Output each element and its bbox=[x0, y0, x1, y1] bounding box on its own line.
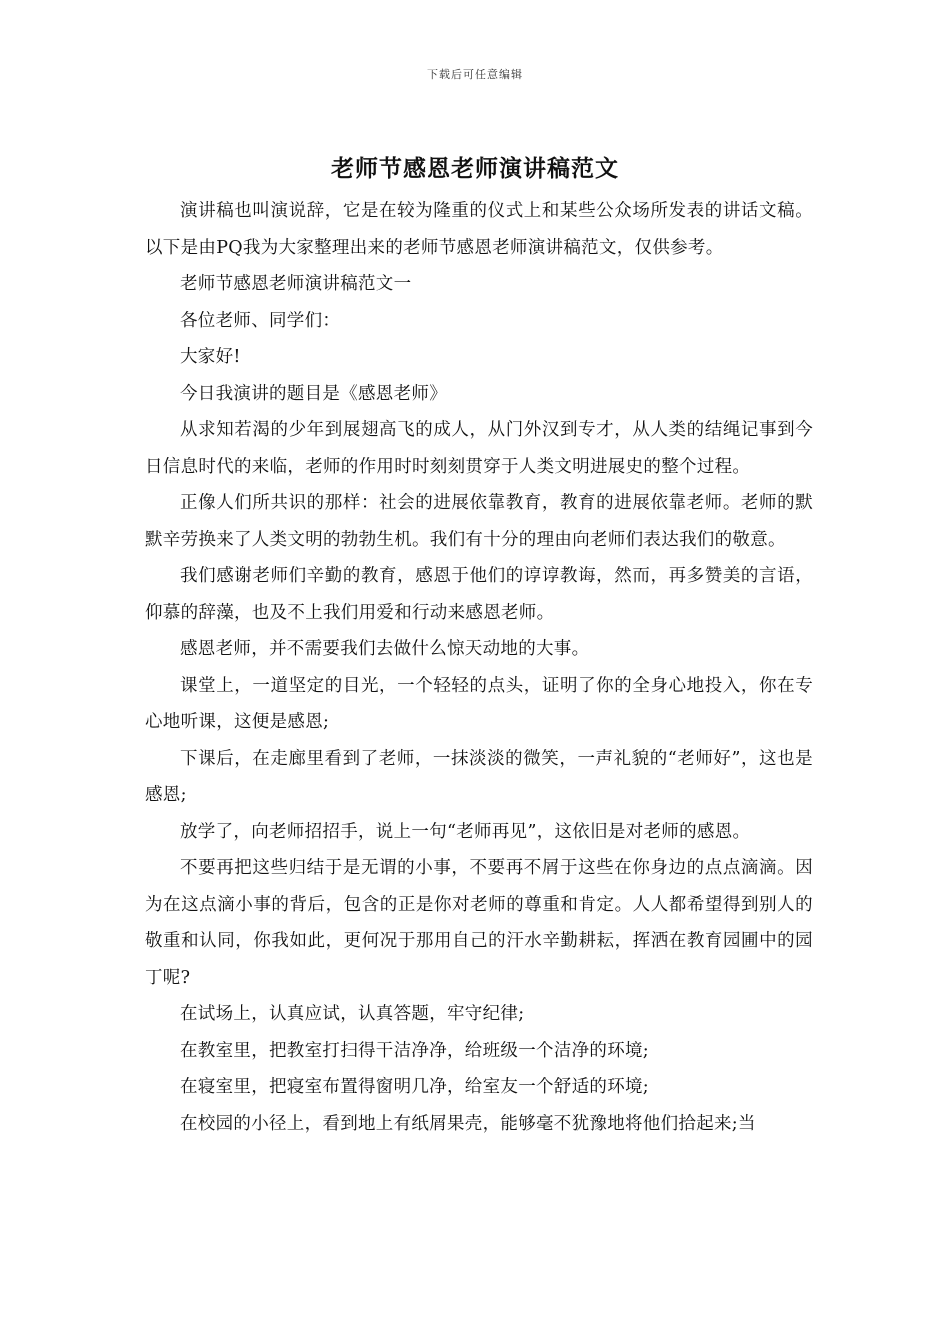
paragraph: 今日我演讲的题目是《感恩老师》 bbox=[180, 383, 447, 404]
paragraph: 大家好! bbox=[180, 347, 241, 367]
paragraph: 在寝室里，把寝室布置得窗明几净，给室友一个舒适的环境; bbox=[180, 1077, 649, 1097]
paragraph: 课堂上，一道坚定的目光，一个轻轻的点头，证明了你的全身心地投入，你在专心地听课，这便是感恩; bbox=[145, 675, 813, 732]
paragraph: 不要再把这些归结于是无谓的小事，不要再不屑于这些在你身边的点点滴滴。因为在这点滴小事的背后，包含的正是你对老师的尊重和肯定。人人都希望得到别人的敬重和认同，你我如此，更何况于那用自己的汗水辛勤耕耘，挥洒在教育园圃中的园丁呢? bbox=[145, 858, 813, 988]
document-body bbox=[145, 193, 813, 1142]
paragraph: 下课后，在走廊里看到了老师，一抹淡淡的微笑，一声礼貌的“老师好”，这也是感恩; bbox=[145, 748, 813, 805]
paragraph: 在校园的小径上，看到地上有纸屑果壳，能够毫不犹豫地将他们拾起来;当 bbox=[180, 1113, 756, 1134]
paragraph: 在试场上，认真应试，认真答题，牢守纪律; bbox=[180, 1004, 525, 1024]
paragraph: 演讲稿也叫演说辞，它是在较为隆重的仪式上和某些公众场所发表的讲话文稿。以下是由PQ我为大家整理出来的老师节感恩老师演讲稿范文，仅供参考。 bbox=[145, 201, 813, 258]
paragraph: 老师节感恩老师演讲稿范文一 bbox=[180, 274, 412, 294]
document-title: 老师节感恩老师演讲稿范文 bbox=[331, 155, 619, 182]
paragraph: 正像人们所共识的那样：社会的进展依靠教育，教育的进展依靠老师。老师的默默辛劳换来了人类文明的勃勃生机。我们有十分的理由向老师们表达我们的敬意。 bbox=[145, 493, 813, 550]
paragraph: 在教室里，把教室打扫得干洁净净，给班级一个洁净的环境; bbox=[180, 1040, 649, 1061]
paragraph: 感恩老师，并不需要我们去做什么惊天动地的大事。 bbox=[180, 639, 590, 659]
header-note: 下载后可任意编辑 bbox=[427, 68, 523, 81]
paragraph: 各位老师、同学们： bbox=[180, 310, 341, 331]
paragraph: 从求知若渴的少年到展翅高飞的成人，从门外汉到专才，从人类的结绳记事到今日信息时代的来临，老师的作用时时刻刻贯穿于人类文明进展史的整个过程。 bbox=[145, 420, 813, 477]
paragraph: 我们感谢老师们辛勤的教育，感恩于他们的谆谆教诲，然而，再多赞美的言语，仰慕的辞藻，也及不上我们用爱和行动来感恩老师。 bbox=[145, 566, 813, 623]
paragraph: 放学了，向老师招招手，说上一句“老师再见”，这依旧是对老师的感恩。 bbox=[180, 821, 751, 842]
